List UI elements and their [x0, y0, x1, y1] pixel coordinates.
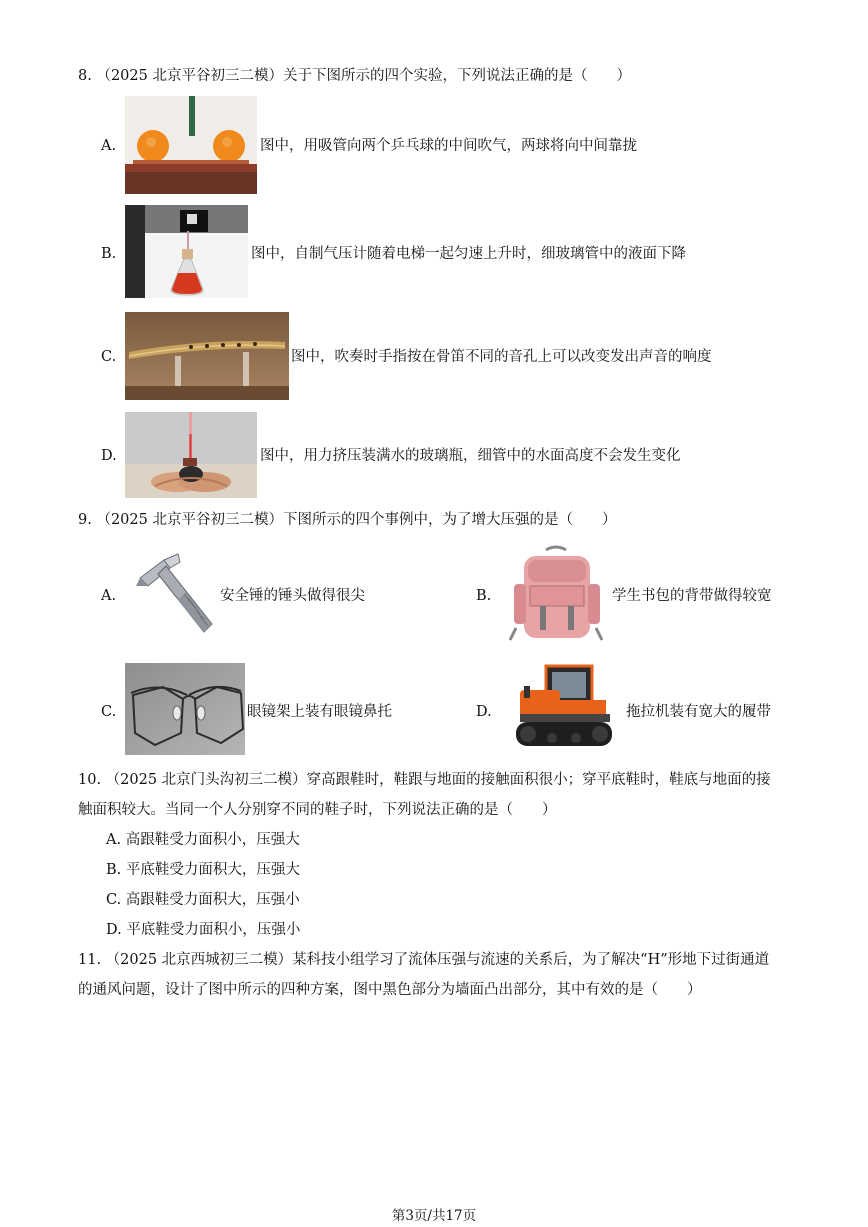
q10-stem-line-1: 10. （2025 北京门头沟初三二模）穿高跟鞋时，鞋跟与地面的接触面积很小；穿平底鞋时，鞋底与地面的接 — [78, 772, 771, 788]
q9-option-c-text: 眼镜架上装有眼镜鼻托 — [247, 704, 392, 720]
q9-option-b-text: 学生书包的背带做得较宽 — [612, 588, 772, 604]
q10-option-c: C. 高跟鞋受力面积大，压强小 — [106, 892, 300, 908]
safety-hammer-photo — [134, 552, 218, 636]
q8-option-a-letter: A. — [101, 138, 117, 154]
q9-option-b-letter: B. — [476, 588, 492, 604]
q9-option-a-letter: A. — [101, 588, 117, 604]
q8-option-b-text: 图中，自制气压计随着电梯一起匀速上升时，细玻璃管中的液面下降 — [251, 246, 686, 262]
q8-option-d-text: 图中，用力挤压装满水的玻璃瓶，细管中的水面高度不会发生变化 — [260, 448, 681, 464]
q9-option-d-text: 拖拉机装有宽大的履带 — [626, 704, 771, 720]
homemade-barometer-flask-photo — [125, 205, 248, 298]
q8-stem: 8. （2025 北京平谷初三二模）关于下图所示的四个实验，下列说法正确的是（ ） — [78, 68, 631, 84]
q10-stem-line-2: 触面积较大。当同一个人分别穿不同的鞋子时，下列说法正确的是（ ） — [78, 802, 557, 818]
q8-option-c-text: 图中，吹奏时手指按在骨笛不同的音孔上可以改变发出声音的响度 — [291, 349, 712, 365]
q9-option-c-letter: C. — [101, 704, 117, 720]
q8-option-d-letter: D. — [101, 448, 117, 464]
q10-option-a: A. 高跟鞋受力面积小，压强大 — [106, 832, 300, 848]
q10-option-b: B. 平底鞋受力面积大，压强大 — [106, 862, 300, 878]
q8-option-b-letter: B. — [101, 246, 117, 262]
q8-option-c-letter: C. — [101, 349, 117, 365]
q10-option-d: D. 平底鞋受力面积小，压强小 — [106, 922, 301, 938]
ping-pong-balls-straw-photo — [125, 96, 257, 194]
page-number: 第3页/共17页 — [391, 1208, 477, 1224]
q11-stem-line-1: 11. （2025 北京西城初三二模）某科技小组学习了流体压强与流速的关系后，为了解决“H”形地下过街通道 — [78, 952, 770, 968]
q8-option-a-text: 图中，用吸管向两个乒乓球的中间吹气，两球将向中间靠拢 — [260, 138, 637, 154]
q9-option-a-text: 安全锤的锤头做得很尖 — [220, 588, 365, 604]
crawler-tractor-photo — [502, 660, 620, 756]
glasses-nose-pads-photo — [125, 663, 245, 755]
q9-option-d-letter: D. — [476, 704, 492, 720]
pink-backpack-photo — [506, 544, 606, 644]
q9-stem: 9. （2025 北京平谷初三二模）下图所示的四个事例中，为了增大压强的是（ ） — [78, 512, 617, 528]
squeezed-bottle-photo — [125, 412, 257, 498]
bone-flute-photo — [125, 312, 289, 400]
q11-stem-line-2: 的通风问题，设计了图中所示的四种方案，图中黑色部分为墙面凸出部分，其中有效的是（ ） — [78, 982, 702, 998]
